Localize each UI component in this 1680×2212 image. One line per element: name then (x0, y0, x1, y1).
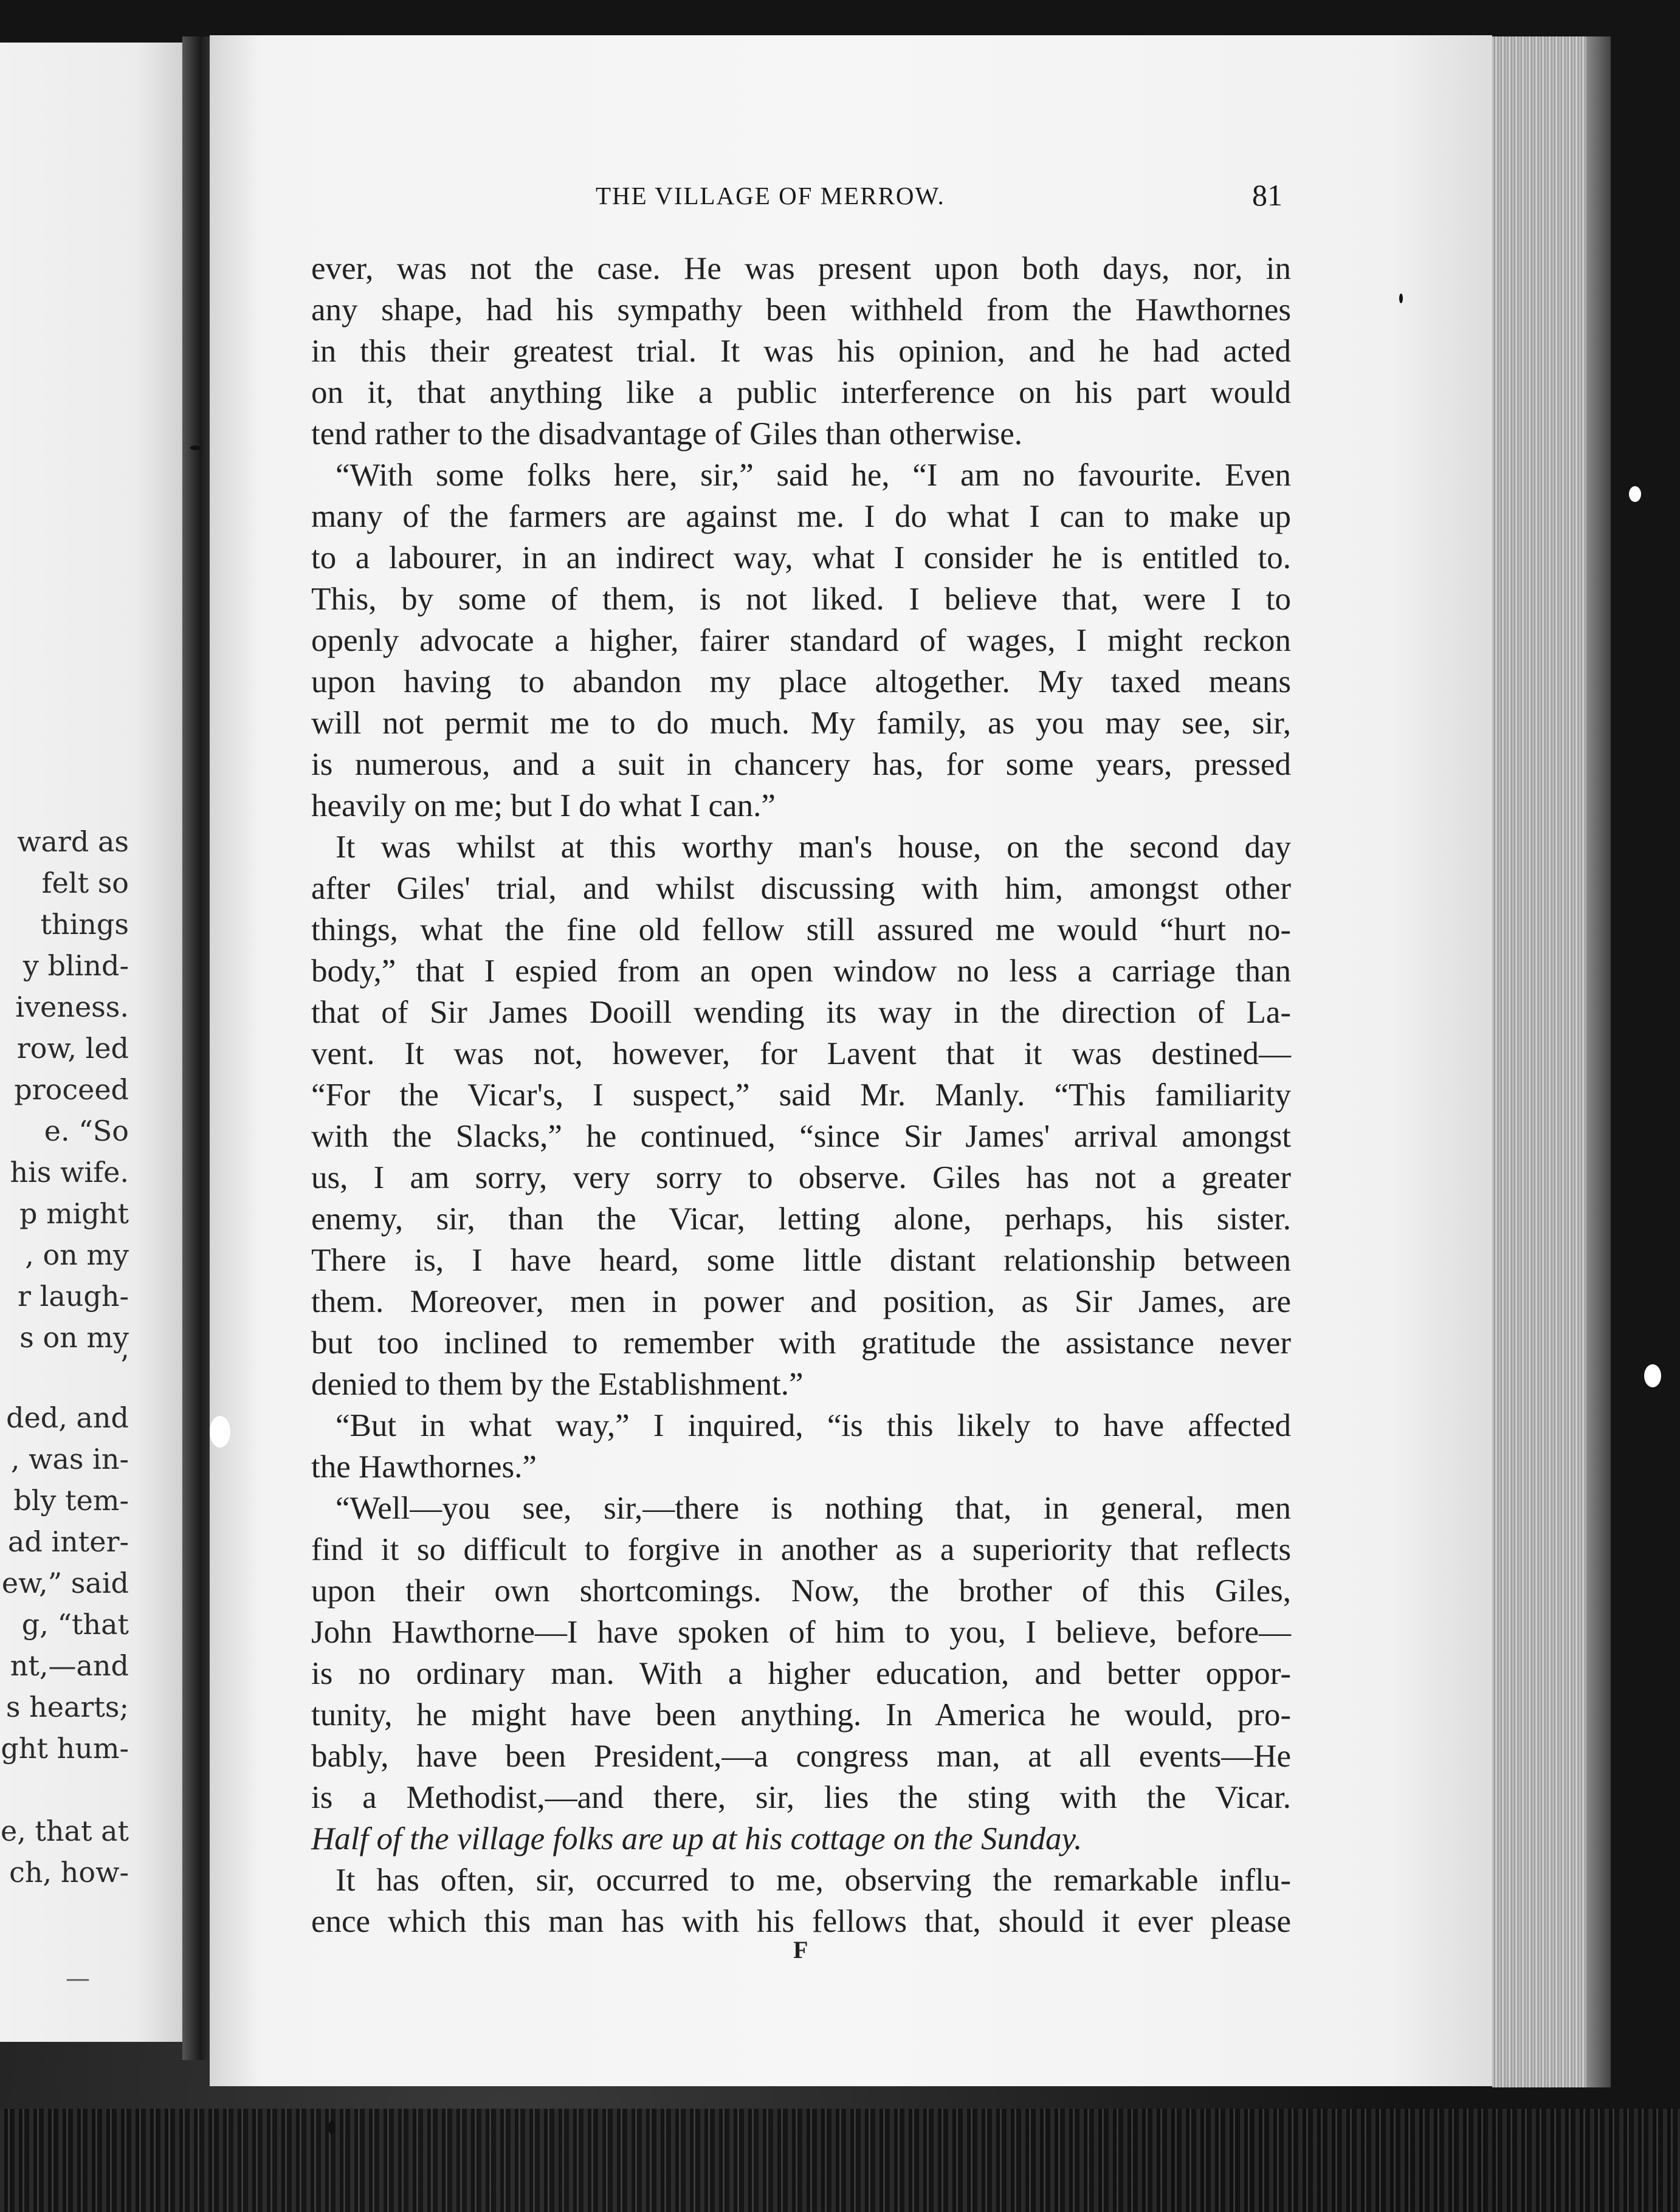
text-line: This, by some of them, is not liked. I believe that, were I to (311, 582, 1291, 617)
scan-speck (1629, 486, 1641, 502)
left-page-line: e. “So (44, 1115, 129, 1147)
text-line: that of Sir James Dooill wending its way in the direction of La- (311, 995, 1291, 1030)
left-page-line: p might (19, 1197, 129, 1230)
text-line: things, what the fine old fellow still assured me would “hurt no- (311, 912, 1291, 947)
page-edge-shadow (1586, 36, 1611, 2087)
text-line: John Hawthorne—I have spoken of him to you, I believe, before— (311, 1615, 1291, 1650)
scanner-bottom-edge (0, 2109, 1680, 2212)
left-page-line: ad inter- (7, 1525, 129, 1558)
text-line: “Well—you see, sir,—there is nothing that, in general, men (336, 1491, 1291, 1526)
text-line: in this their greatest trial. It was his opinion, and he had acted (311, 334, 1291, 369)
text-line: ever, was not the case. He was present upon both days, nor, in (311, 251, 1291, 286)
left-page-line: his wife. (10, 1156, 129, 1189)
left-page-line: y blind- (22, 949, 129, 982)
text-line: find it so difficult to forgive in another as a superiority that reflects (311, 1532, 1291, 1567)
left-page-line: things (40, 908, 129, 941)
text-line: body,” that I espied from an open window no less a carriage than (311, 953, 1291, 989)
text-line: to a labourer, in an indirect way, what I consider he is entitled to. (311, 540, 1291, 575)
left-page-line: ew,” said (1, 1567, 129, 1599)
text-line: with the Slacks,” he continued, “since Sir James' arrival amongst (311, 1119, 1291, 1154)
left-page-line: ’ (120, 1349, 129, 1382)
left-page-line: e, that at (0, 1815, 129, 1847)
left-page-line: , on my (25, 1238, 129, 1271)
scan-speck (328, 2121, 336, 2134)
text-line: will not permit me to do much. My family, as you may see, sir, (311, 706, 1291, 741)
scan-speck (210, 1416, 230, 1448)
text-line: is numerous, and a suit in chancery has, for some years, pressed (311, 747, 1291, 782)
left-page-dash-mark: — (66, 1965, 90, 1993)
left-page-line: s hearts; (5, 1691, 129, 1723)
scan-speck (1644, 1364, 1661, 1387)
left-page-line: proceed (14, 1073, 129, 1106)
text-line: ence which this man has with his fellows that, should it ever please (311, 1904, 1291, 1939)
left-facing-page (0, 43, 196, 2042)
left-page-line: s on my (19, 1321, 129, 1354)
left-page-line: bly tem- (13, 1484, 129, 1517)
text-line: enemy, sir, than the Vicar, letting alone, perhaps, his sister. (311, 1201, 1291, 1237)
left-page-line: g, “that (21, 1608, 129, 1641)
text-line: It was whilst at this worthy man's house, on the second day (336, 829, 1291, 865)
left-page-line: ded, and (6, 1401, 129, 1434)
left-page-line: r laugh- (18, 1280, 129, 1313)
text-line: but too inclined to remember with gratitude the assistance never (311, 1325, 1291, 1361)
left-page-line: row, led (16, 1032, 129, 1065)
text-line: heavily on me; but I do what I can.” (311, 788, 776, 823)
scan-speck (190, 445, 201, 450)
text-line-italic: Half of the village folks are up at his cottage on the Sunday. (311, 1821, 1083, 1856)
text-line: upon their own shortcomings. Now, the brother of this Giles, (311, 1573, 1291, 1609)
text-line: openly advocate a higher, fairer standard of wages, I might reckon (311, 623, 1291, 658)
running-head: THE VILLAGE OF MERROW. (596, 182, 945, 210)
scan-speck (1399, 294, 1403, 303)
page-number: 81 (1252, 178, 1282, 212)
left-page-line: ght hum- (1, 1732, 129, 1765)
text-line: is a Methodist,—and there, sir, lies the sting with the Vicar. (311, 1780, 1291, 1815)
left-page-line: nt,—and (10, 1649, 129, 1682)
left-page-line: , was in- (10, 1443, 129, 1475)
text-line: upon having to abandon my place altogether. My taxed means (311, 664, 1291, 699)
text-line: after Giles' trial, and whilst discussing with him, amongst other (311, 871, 1291, 906)
text-line: “With some folks here, sir,” said he, “I am no favourite. Even (336, 458, 1291, 493)
text-line: is no ordinary man. With a higher education, and better oppor- (311, 1656, 1291, 1691)
text-line: us, I am sorry, very sorry to observe. Giles has not a greater (311, 1160, 1291, 1195)
text-line: them. Moreover, men in power and position, as Sir James, are (311, 1284, 1291, 1319)
text-line: the Hawthornes.” (311, 1449, 537, 1485)
text-line: on it, that anything like a public interference on his part would (311, 375, 1291, 410)
signature-mark: F (793, 1936, 808, 1963)
left-page-line: ward as (17, 825, 129, 858)
text-line: tunity, he might have been anything. In America he would, pro- (311, 1697, 1291, 1733)
text-line: many of the farmers are against me. I do what I can to make up (311, 499, 1291, 534)
text-line: There is, I have heard, some little distant relationship between (311, 1243, 1291, 1278)
text-line: vent. It was not, however, for Lavent that it was destined— (311, 1036, 1291, 1071)
text-line: It has often, sir, occurred to me, observing the remarkable influ- (336, 1863, 1291, 1898)
left-page-line: felt so (41, 867, 129, 899)
text-line: tend rather to the disadvantage of Giles than otherwise. (311, 416, 1023, 452)
text-line: any shape, had his sympathy been withheld from the Hawthornes (311, 292, 1291, 328)
text-line: “But in what way,” I inquired, “is this likely to have affected (336, 1408, 1291, 1443)
left-page-line: iveness. (15, 991, 129, 1023)
text-line: bably, have been President,—a congress man, at all events—He (311, 1739, 1291, 1774)
text-line: “For the Vicar's, I suspect,” said Mr. Manly. “This familiarity (311, 1077, 1291, 1113)
text-line: denied to them by the Establishment.” (311, 1367, 804, 1402)
left-page-line: ch, how- (9, 1856, 129, 1889)
